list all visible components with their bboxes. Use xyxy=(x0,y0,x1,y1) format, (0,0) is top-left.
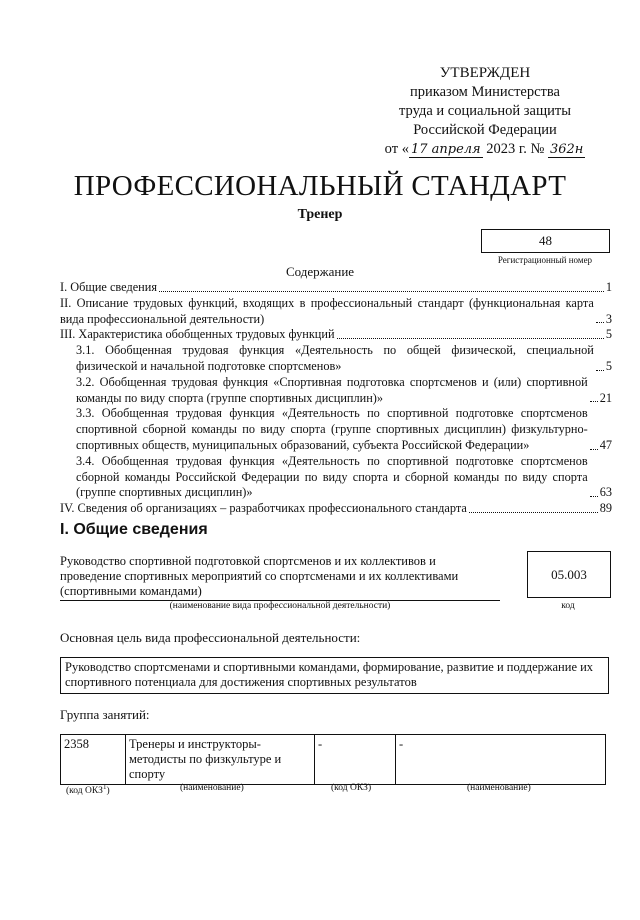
toc-title: Содержание xyxy=(285,264,355,279)
occupation-group-label: Группа занятий: xyxy=(60,707,150,722)
approval-line-3: Российской Федерации xyxy=(413,122,557,138)
code-caption: код xyxy=(561,601,575,611)
toc-leader xyxy=(590,449,598,450)
occupation-group-table xyxy=(60,734,606,785)
goal-box: Руководство спортсменами и спортивными командами, формирование, развитие и поддержание их спортивного потенциала для достижения спортивных результатов xyxy=(60,657,609,694)
section-heading: I. Общие сведения xyxy=(60,521,208,538)
toc-item-page: 5 xyxy=(605,358,612,373)
toc-leader xyxy=(469,512,598,513)
order-prefix: от « xyxy=(384,141,409,157)
toc-item-text: III. Характеристика обобщенных трудовых функций xyxy=(60,327,335,342)
okz-code2-cell: - xyxy=(315,735,396,785)
approval-line-2: труда и социальной защиты xyxy=(399,103,571,119)
footnote-marker: 1 xyxy=(102,783,107,791)
registration-caption: Регистрационный номер xyxy=(497,255,593,265)
toc-item[interactable] xyxy=(60,375,612,407)
okz-code-caption-text: (код ОКЗ xyxy=(66,786,103,797)
toc-leader xyxy=(596,370,604,371)
order-number-handwritten: 362н xyxy=(549,142,584,157)
toc-leader xyxy=(596,322,604,323)
toc-leader xyxy=(159,291,604,292)
okz-code-cell: 2358 xyxy=(61,735,126,785)
toc-item-text: I. Общие сведения xyxy=(60,280,157,294)
toc-item-text: 3.4. Обобщенная трудовая функция «Деятельность по спортивной подготовке спортсменов сборной команды Российской Федерации по виду спорта и сборной команды по виду спорта (группе спортивных дисциплин)» xyxy=(76,453,588,500)
okz-code-caption xyxy=(66,783,110,796)
toc-item-page: 1 xyxy=(605,280,612,294)
okz-code2-caption: (код ОКЗ) xyxy=(331,783,372,793)
toc-leader xyxy=(590,401,598,402)
approval-line-1: приказом Министерства xyxy=(410,84,560,100)
toc-item-text: 3.3. Обобщенная трудовая функция «Деятельность по спортивной подготовке спортсменов спортивной сборной команды по виду спорта (группе спортивных дисциплин) физкультурно-спортивных обществ, муниципальных образований, субъекта Российской Федерации» xyxy=(76,406,588,452)
toc-item[interactable] xyxy=(60,454,612,501)
order-year: 2023 г. № xyxy=(486,141,545,157)
okz-name-caption: (наименование) xyxy=(180,783,244,793)
table-row xyxy=(61,735,606,785)
toc-item-page: 63 xyxy=(599,485,612,500)
registration-number-box: 48 xyxy=(481,229,610,253)
document-subtitle: Тренер xyxy=(297,207,343,222)
toc-item[interactable] xyxy=(60,280,612,296)
toc-leader xyxy=(337,338,604,339)
toc-leader xyxy=(590,496,598,497)
toc-item-text: 3.2. Обобщенная трудовая функция «Спортивная подготовка спортсменов и (или) спортивной команды по виду спорта (группе спортивных дисциплин)» xyxy=(76,374,588,405)
toc-item-page: 3 xyxy=(605,311,612,326)
order-date-line xyxy=(370,140,600,159)
toc-item[interactable] xyxy=(60,327,612,343)
document-title: ПРОФЕССИОНАЛЬНЫЙ СТАНДАРТ xyxy=(73,170,567,202)
okz-name-cell: Тренеры и инструкторы-методисты по физкультуре и спорту xyxy=(126,735,315,785)
toc-item-text: 3.1. Обобщенная трудовая функция «Деятельность по общей физической, специальной физической и начальной подготовке спортсменов» xyxy=(76,343,594,373)
approval-heading: УТВЕРЖДЕН xyxy=(439,65,531,81)
activity-code-box: 05.003 xyxy=(527,551,611,598)
activity-caption: (наименование вида профессиональной деятельности) xyxy=(169,601,391,611)
toc-item[interactable] xyxy=(60,296,612,328)
toc-item-page: 89 xyxy=(599,501,612,516)
activity-name: Руководство спортивной подготовкой спортсменов и их коллективов и проведение спортивных мероприятий со спортсменами и их коллективами (спортивными командами) xyxy=(60,554,500,601)
table-of-contents xyxy=(60,280,612,517)
okz-name2-cell: - xyxy=(396,735,606,785)
toc-item[interactable] xyxy=(60,406,612,453)
toc-item-text: II. Описание трудовых функций, входящих в профессиональный стандарт (функциональная карта вида профессиональной деятельности) xyxy=(60,295,594,326)
toc-item[interactable] xyxy=(60,501,612,517)
order-date-handwritten: 17 апреля xyxy=(410,142,481,157)
okz-name2-caption: (наименование) xyxy=(467,783,531,793)
toc-item-text: IV. Сведения об организациях – разработчиках профессионального стандарта xyxy=(60,501,467,516)
toc-item-page: 5 xyxy=(605,327,612,342)
toc-item-page: 21 xyxy=(599,390,612,405)
approval-block xyxy=(370,64,600,159)
goal-label: Основная цель вида профессиональной деятельности: xyxy=(60,630,361,645)
okz-code-caption-end: ) xyxy=(106,786,110,797)
toc-item-page: 47 xyxy=(599,437,612,452)
toc-item[interactable] xyxy=(60,343,612,375)
